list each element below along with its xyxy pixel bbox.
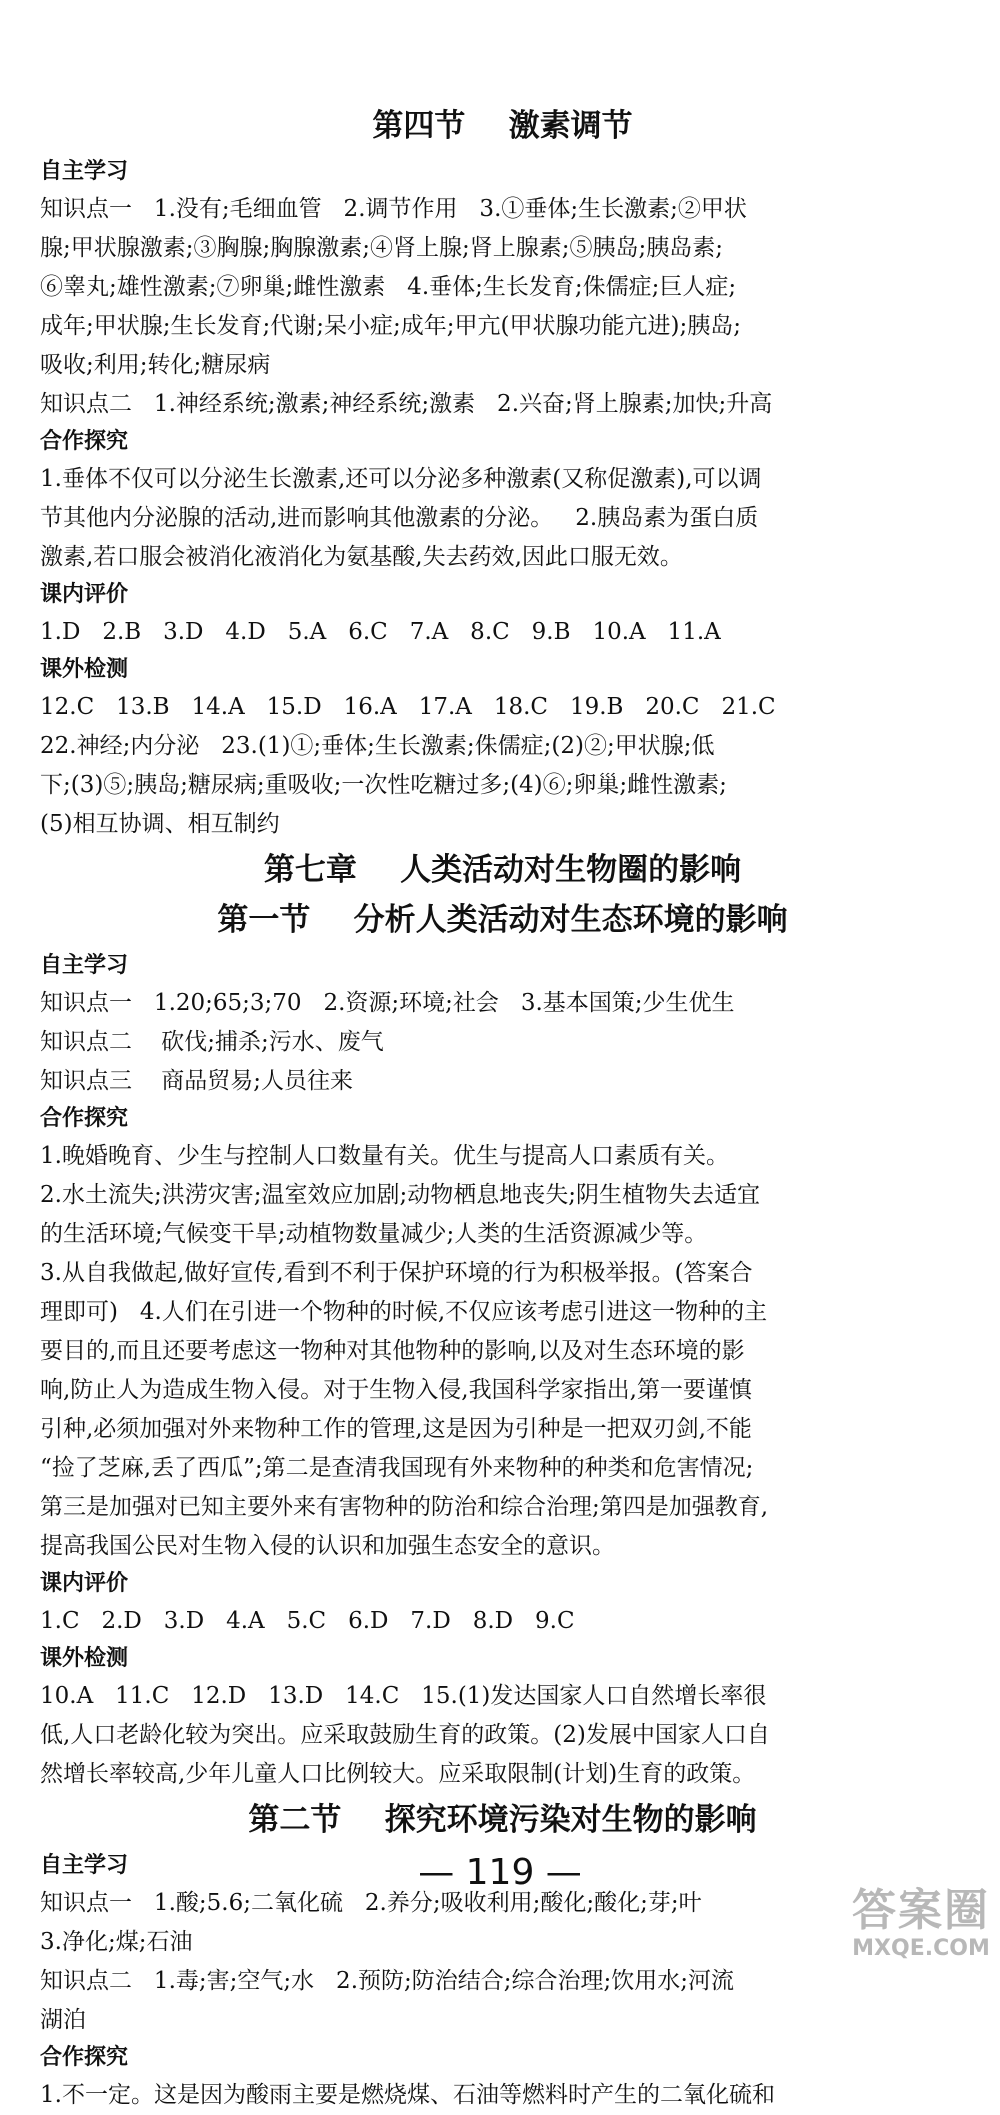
text-line: 节其他内分泌腺的活动,进而影响其他激素的分泌。 2.胰岛素为蛋白质 [40, 505, 759, 531]
label-self-study: 自主学习 [40, 1853, 129, 1878]
text-line: 3.从自我做起,做好宣传,看到不利于保护环境的行为积极举报。(答案合 [40, 1260, 753, 1286]
text-line: “捡了芝麻,丢了西瓜”;第二是查清我国现有外来物种的种类和危害情况; [40, 1455, 754, 1481]
text-line: 响,防止人为造成生物入侵。对于生物入侵,我国科学家指出,第一要谨慎 [40, 1377, 752, 1403]
text-line: ⑥睾丸;雄性激素;⑦卵巢;雌性激素 4.垂体;生长发育;侏儒症;巨人症; [40, 274, 737, 300]
text-line: 22.神经;内分泌 23.(1)①;垂体;生长激素;侏儒症;(2)②;甲状腺;低 [40, 733, 715, 759]
text-line: 1.垂体不仅可以分泌生长激素,还可以分泌多种激素(又称促激素),可以调 [40, 466, 762, 492]
watermark-logo: 答案圈 [852, 1885, 990, 1936]
text-line: 知识点三 商品贸易;人员往来 [40, 1068, 353, 1094]
section-title-pollution-impact: 第二节 探究环境污染对生物的影响 [248, 1802, 757, 1838]
text-line: 3.净化;煤;石油 [40, 1929, 193, 1955]
text-line: 第三是加强对已知主要外来有害物种的防治和综合治理;第四是加强教育, [40, 1494, 769, 1520]
text-line: 下;(3)⑤;胰岛;糖尿病;重吸收;一次性吃糖过多;(4)⑥;卵巢;雌性激素; [40, 772, 727, 798]
text-line: 引种,必须加强对外来物种工作的管理,这是因为引种是一把双刃剑,不能 [40, 1416, 752, 1442]
label-extracurricular-test: 课外检测 [40, 1646, 129, 1671]
section-title-hormone-regulation: 第四节 激素调节 [372, 108, 633, 144]
watermark-url: MXQE.COM [852, 1936, 990, 1961]
text-line: 2.水土流失;洪涝灾害;温室效应加剧;动物栖息地丧失;阴生植物失去适宜 [40, 1182, 760, 1208]
text-line: (5)相互协调、相互制约 [40, 811, 280, 837]
text-line: 然增长率较高,少年儿童人口比例较大。应采取限制(计划)生育的政策。 [40, 1761, 756, 1787]
section-title-human-activity-impact: 第一节 分析人类活动对生态环境的影响 [217, 902, 788, 938]
page-number: — 119 — [418, 1852, 582, 1893]
label-class-evaluation: 课内评价 [40, 582, 129, 607]
text-line: 1.D 2.B 3.D 4.D 5.A 6.C 7.A 8.C 9.B 10.A 11.A [40, 619, 721, 645]
text-line: 要目的,而且还要考虑这一物种对其他物种的影响,以及对生态环境的影 [40, 1338, 745, 1364]
text-line: 成年;甲状腺;生长发育;代谢;呆小症;成年;甲亢(甲状腺功能亢进);胰岛; [40, 313, 741, 339]
text-line: 激素,若口服会被消化液消化为氨基酸,失去药效,因此口服无效。 [40, 544, 683, 570]
text-line: 10.A 11.C 12.D 13.D 14.C 15.(1)发达国家人口自然增长率很 [40, 1683, 767, 1709]
label-cooperative-inquiry: 合作探究 [40, 2045, 129, 2070]
text-line: 吸收;利用;转化;糖尿病 [40, 352, 271, 378]
text-line: 低,人口老龄化较为突出。应采取鼓励生育的政策。(2)发展中国家人口自 [40, 1722, 770, 1748]
text-line: 知识点一 1.20;65;3;70 2.资源;环境;社会 3.基本国策;少生优生 [40, 990, 735, 1016]
label-class-evaluation: 课内评价 [40, 1571, 129, 1596]
text-line: 的生活环境;气候变干旱;动植物数量减少;人类的生活资源减少等。 [40, 1221, 708, 1247]
label-extracurricular-test: 课外检测 [40, 657, 129, 682]
text-line: 知识点二 砍伐;捕杀;污水、废气 [40, 1029, 384, 1055]
label-cooperative-inquiry: 合作探究 [40, 1106, 129, 1131]
answer-page [40, 100, 965, 2115]
text-line: 知识点一 1.酸;5.6;二氧化硫 2.养分;吸收利用;酸化;酸化;芽;叶 [40, 1890, 702, 1916]
label-cooperative-inquiry: 合作探究 [40, 429, 129, 454]
text-line: 知识点二 1.毒;害;空气;水 2.预防;防治结合;综合治理;饮用水;河流 [40, 1968, 734, 1994]
chapter-title-human-activity: 第七章 人类活动对生物圈的影响 [263, 852, 742, 888]
text-line: 知识点一 1.没有;毛细血管 2.调节作用 3.①垂体;生长激素;②甲状 [40, 196, 747, 222]
text-line: 1.C 2.D 3.D 4.A 5.C 6.D 7.D 8.D 9.C [40, 1608, 575, 1634]
text-line: 理即可) 4.人们在引进一个物种的时候,不仅应该考虑引进这一物种的主 [40, 1299, 768, 1325]
text-line: 知识点二 1.神经系统;激素;神经系统;激素 2.兴奋;肾上腺素;加快;升高 [40, 391, 773, 417]
watermark [852, 1885, 990, 1961]
label-self-study: 自主学习 [40, 953, 129, 978]
label-self-study: 自主学习 [40, 159, 129, 184]
text-line: 湖泊 [40, 2007, 86, 2033]
text-line: 腺;甲状腺激素;③胸腺;胸腺激素;④肾上腺;肾上腺素;⑤胰岛;胰岛素; [40, 235, 723, 261]
text-line: 提高我国公民对生物入侵的认识和加强生态安全的意识。 [40, 1533, 615, 1559]
text-line: 1.不一定。这是因为酸雨主要是燃烧煤、石油等燃料时产生的二氧化硫和 [40, 2082, 775, 2108]
text-line: 12.C 13.B 14.A 15.D 16.A 17.A 18.C 19.B 20.C 21.C [40, 694, 776, 720]
text-line: 1.晚婚晚育、少生与控制人口数量有关。优生与提高人口素质有关。 [40, 1143, 729, 1169]
